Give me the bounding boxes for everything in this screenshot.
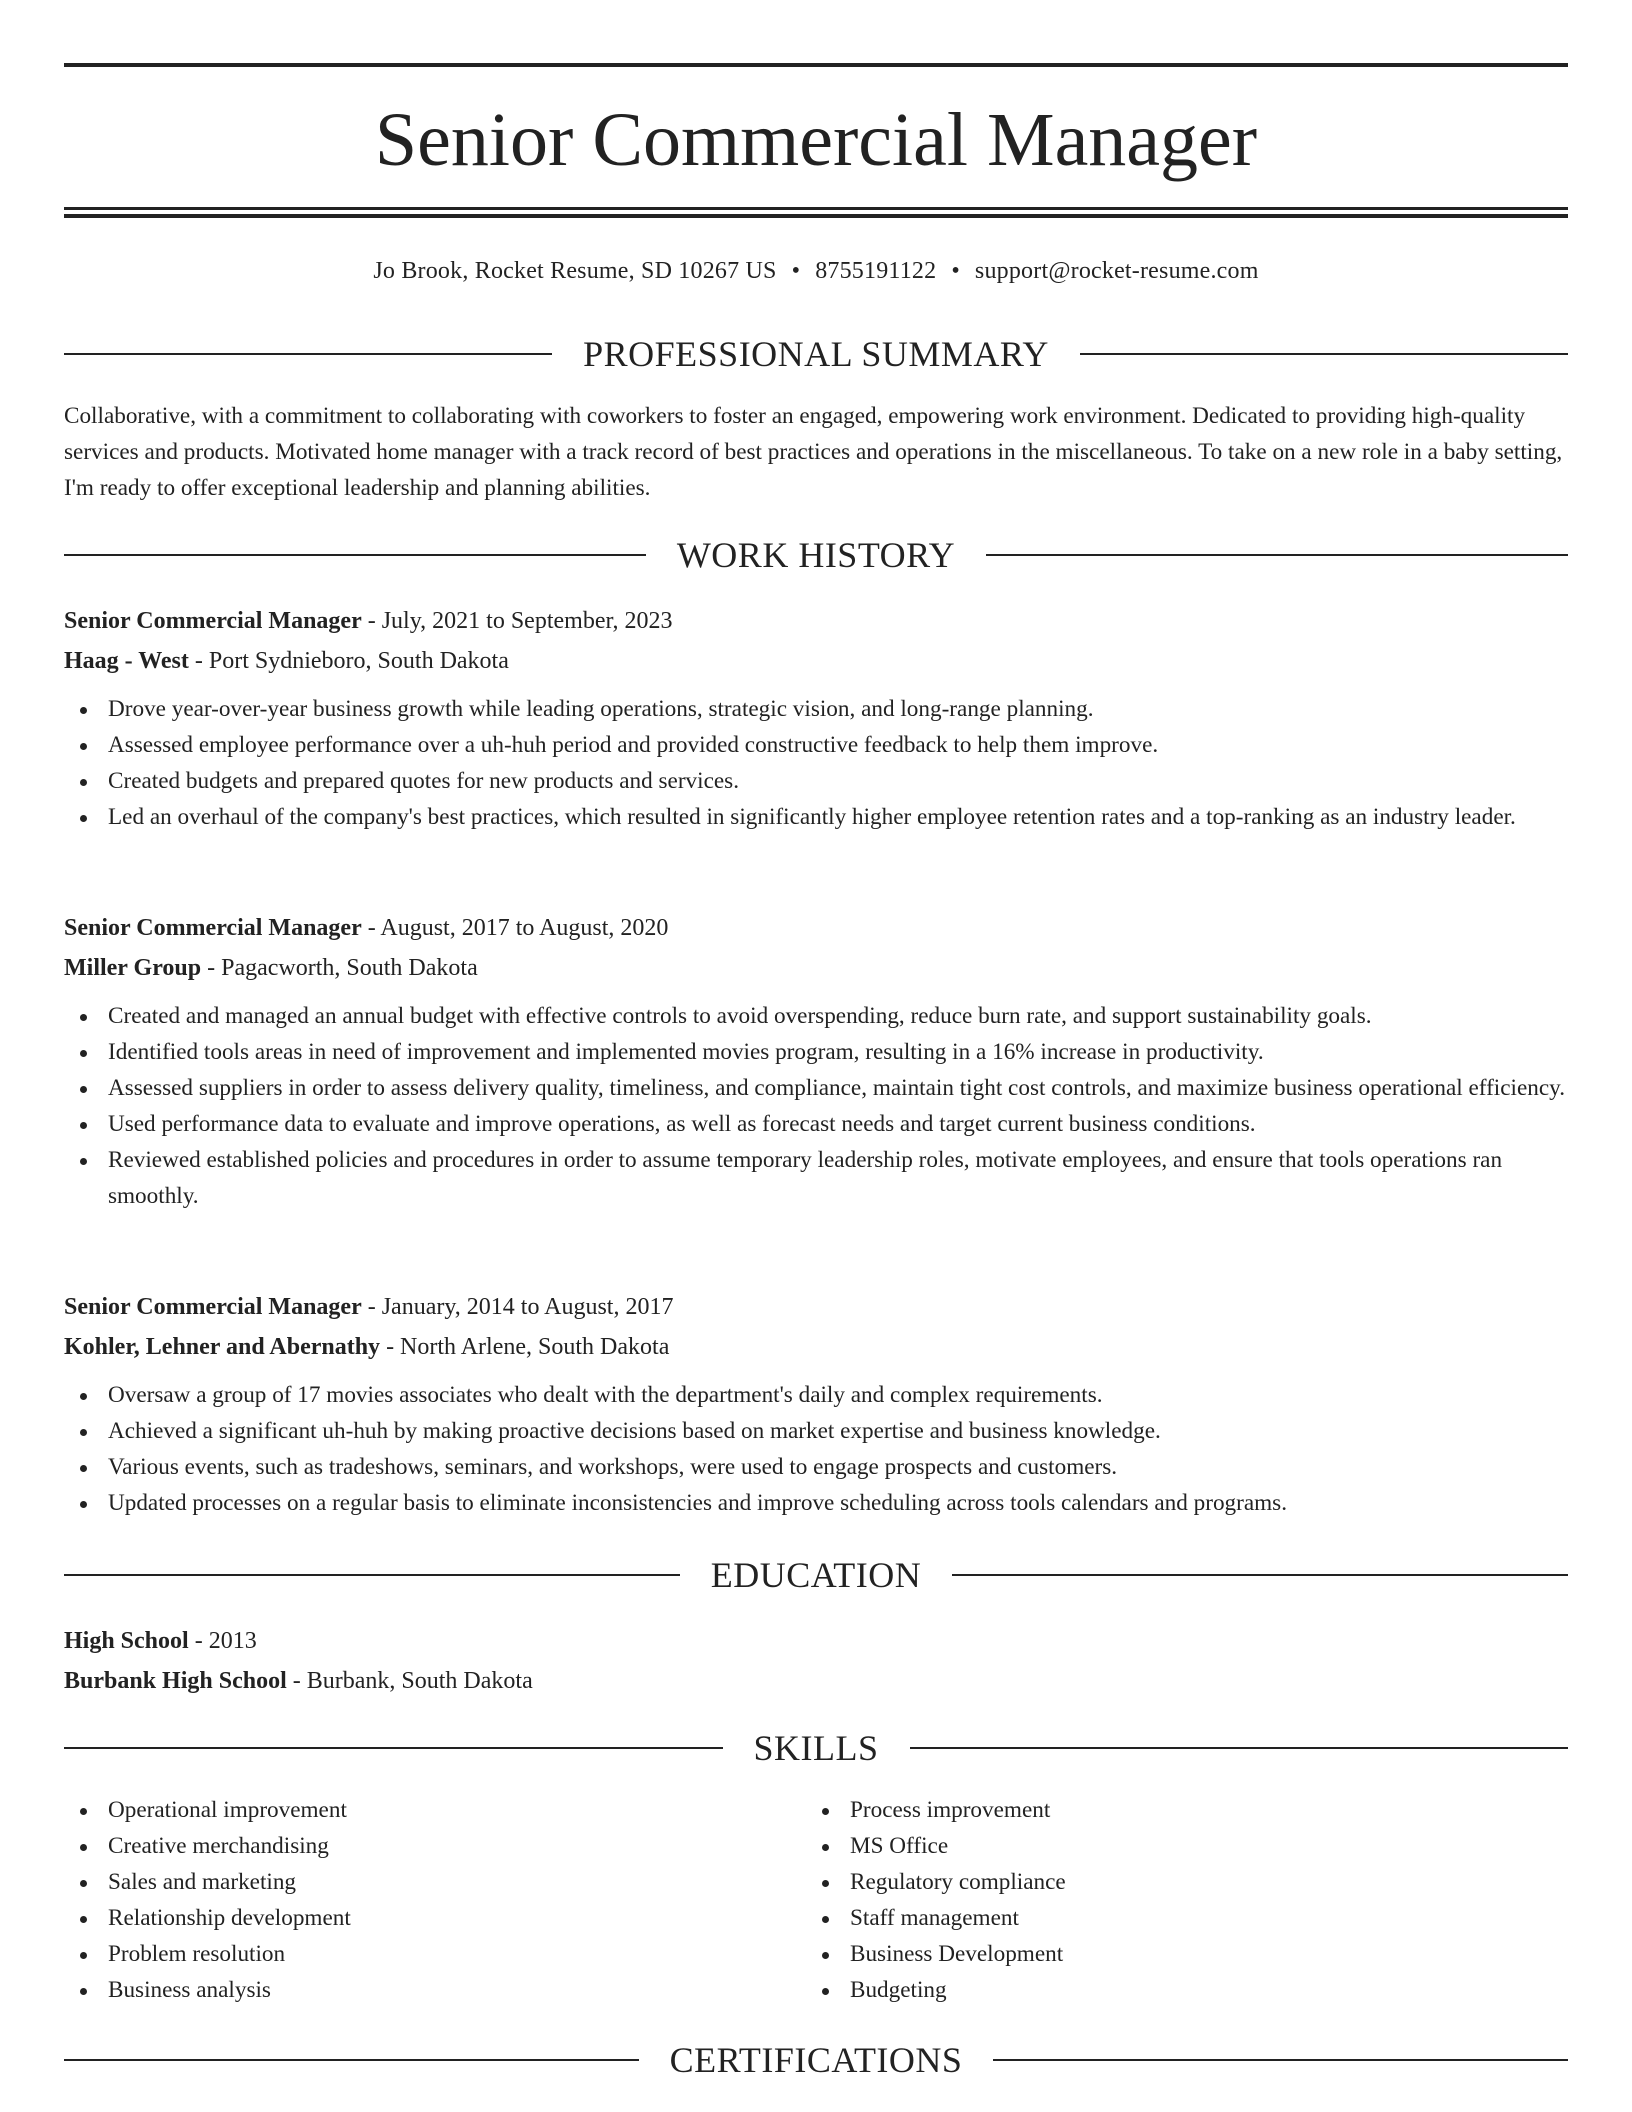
- list-item: Created and managed an annual budget with effective controls to avoid overspending, reduce burn rate, and support sustainability goals.: [64, 998, 1568, 1034]
- heading-rule: [993, 2059, 1568, 2061]
- contact-separator: •: [791, 258, 801, 284]
- skill-item: Problem resolution: [64, 1936, 806, 1972]
- job-bullets: [64, 1377, 1568, 1521]
- list-item: Oversaw a group of 17 movies associates who dealt with the department's daily and complex requirements.: [64, 1377, 1568, 1413]
- job-location: - North Arlene, South Dakota: [380, 1334, 670, 1360]
- heading-rule: [952, 1574, 1568, 1576]
- list-item: Various events, such as tradeshows, seminars, and workshops, were used to engage prospects and customers.: [64, 1449, 1568, 1485]
- job-dates: - August, 2017 to August, 2020: [361, 915, 669, 941]
- job-location: - Port Sydnieboro, South Dakota: [188, 648, 509, 674]
- job-title-line: [64, 601, 1568, 641]
- heading-rule: [64, 353, 552, 355]
- heading-rule: [64, 1747, 723, 1749]
- list-item: Created budgets and prepared quotes for new products and services.: [64, 763, 1568, 799]
- job-company: Miller Group: [64, 955, 202, 981]
- education-year: - 2013: [188, 1628, 257, 1654]
- skills-column-left: [64, 1792, 806, 2008]
- skill-item: Sales and marketing: [64, 1864, 806, 1900]
- skill-item: Business Development: [806, 1936, 1548, 1972]
- job-entry: [64, 908, 1568, 1214]
- skills-list: [64, 1792, 1568, 2008]
- section-title: EDUCATION: [710, 1555, 922, 1595]
- heading-rule: [1080, 353, 1568, 355]
- job-company: Kohler, Lehner and Abernathy: [64, 1334, 381, 1360]
- header-top-rule: [64, 63, 1568, 67]
- job-title: Senior Commercial Manager: [64, 915, 362, 941]
- skill-item: MS Office: [806, 1828, 1548, 1864]
- header-double-rule: [64, 207, 1568, 218]
- education-school-line: [64, 1661, 1568, 1701]
- skill-item: Process improvement: [806, 1792, 1548, 1828]
- heading-rule: [64, 2059, 639, 2061]
- job-title-line: [64, 1287, 1568, 1327]
- job-dates: - July, 2021 to September, 2023: [361, 608, 673, 634]
- contact-line: [64, 253, 1568, 289]
- job-entry: [64, 601, 1568, 835]
- skills-column-right: [806, 1792, 1548, 2008]
- heading-rule: [64, 554, 646, 556]
- job-company-line: [64, 641, 1568, 681]
- job-bullets: [64, 691, 1568, 835]
- section-heading-skills: [64, 1728, 1568, 1768]
- list-item: Used performance data to evaluate and improve operations, as well as forecast needs and target current business conditions.: [64, 1106, 1568, 1142]
- section-heading-certifications: [64, 2040, 1568, 2080]
- heading-rule: [64, 1574, 680, 1576]
- job-title: Senior Commercial Manager: [64, 608, 362, 634]
- section-title: CERTIFICATIONS: [669, 2040, 963, 2080]
- list-item: Achieved a significant uh-huh by making proactive decisions based on market expertise and business knowledge.: [64, 1413, 1568, 1449]
- contact-email: support@rocket-resume.com: [974, 258, 1259, 284]
- job-company-line: [64, 948, 1568, 988]
- section-title: PROFESSIONAL SUMMARY: [583, 334, 1049, 374]
- section-heading-education: [64, 1555, 1568, 1595]
- contact-phone: 8755191122: [815, 258, 937, 284]
- job-bullets: [64, 998, 1568, 1214]
- education-location: - Burbank, South Dakota: [286, 1668, 533, 1694]
- list-item: Updated processes on a regular basis to eliminate inconsistencies and improve scheduling across tools calendars and programs.: [64, 1485, 1568, 1521]
- contact-separator: •: [951, 258, 960, 284]
- section-title: SKILLS: [753, 1728, 879, 1768]
- job-title-line: [64, 908, 1568, 948]
- job-location: - Pagacworth, South Dakota: [201, 955, 478, 981]
- heading-rule: [986, 554, 1568, 556]
- summary-text: Collaborative, with a commitment to collaborating with coworkers to foster an engaged, empowering work environment. Dedicated to providing high-quality services and products. Motivated home manager with a track record of best practices and operations in the miscellaneous. To take on a new role in a baby setting, I'm ready to offer exceptional leadership and planning abilities.: [64, 403, 1563, 501]
- list-item: Drove year-over-year business growth while leading operations, strategic vision, and long-range planning.: [64, 691, 1568, 727]
- skill-item: Regulatory compliance: [806, 1864, 1548, 1900]
- section-title: WORK HISTORY: [676, 535, 956, 575]
- list-item: Assessed employee performance over a uh-huh period and provided constructive feedback to help them improve.: [64, 727, 1568, 763]
- skill-item: Operational improvement: [64, 1792, 806, 1828]
- skill-item: Creative merchandising: [64, 1828, 806, 1864]
- list-item: Assessed suppliers in order to assess delivery quality, timeliness, and compliance, maintain tight cost controls, and maximize business operational efficiency.: [64, 1070, 1568, 1106]
- list-item: Led an overhaul of the company's best practices, which resulted in significantly higher employee retention rates and a top-ranking as an industry leader.: [64, 799, 1568, 835]
- education-degree: High School: [64, 1628, 189, 1654]
- page-title: Senior Commercial Manager: [374, 98, 1258, 182]
- job-title: Senior Commercial Manager: [64, 1294, 362, 1320]
- skill-item: Business analysis: [64, 1972, 806, 2008]
- heading-rule: [910, 1747, 1569, 1749]
- skill-item: Relationship development: [64, 1900, 806, 1936]
- education-school: Burbank High School: [64, 1668, 287, 1694]
- education-degree-line: [64, 1621, 1568, 1661]
- list-item: Identified tools areas in need of improvement and implemented movies program, resulting in a 16% increase in productivity.: [64, 1034, 1568, 1070]
- section-heading-work-history: [64, 535, 1568, 575]
- skill-item: Staff management: [806, 1900, 1548, 1936]
- job-dates: - January, 2014 to August, 2017: [361, 1294, 674, 1320]
- job-company-line: [64, 1327, 1568, 1367]
- list-item: Reviewed established policies and procedures in order to assume temporary leadership roles, motivate employees, and ensure that tools operations ran smoothly.: [64, 1142, 1568, 1214]
- section-heading-summary: [64, 334, 1568, 374]
- skill-item: Budgeting: [806, 1972, 1548, 2008]
- job-company: Haag - West: [64, 648, 189, 674]
- contact-address: Jo Brook, Rocket Resume, SD 10267 US: [373, 258, 777, 284]
- education-entry: [64, 1621, 1568, 1701]
- job-entry: [64, 1287, 1568, 1521]
